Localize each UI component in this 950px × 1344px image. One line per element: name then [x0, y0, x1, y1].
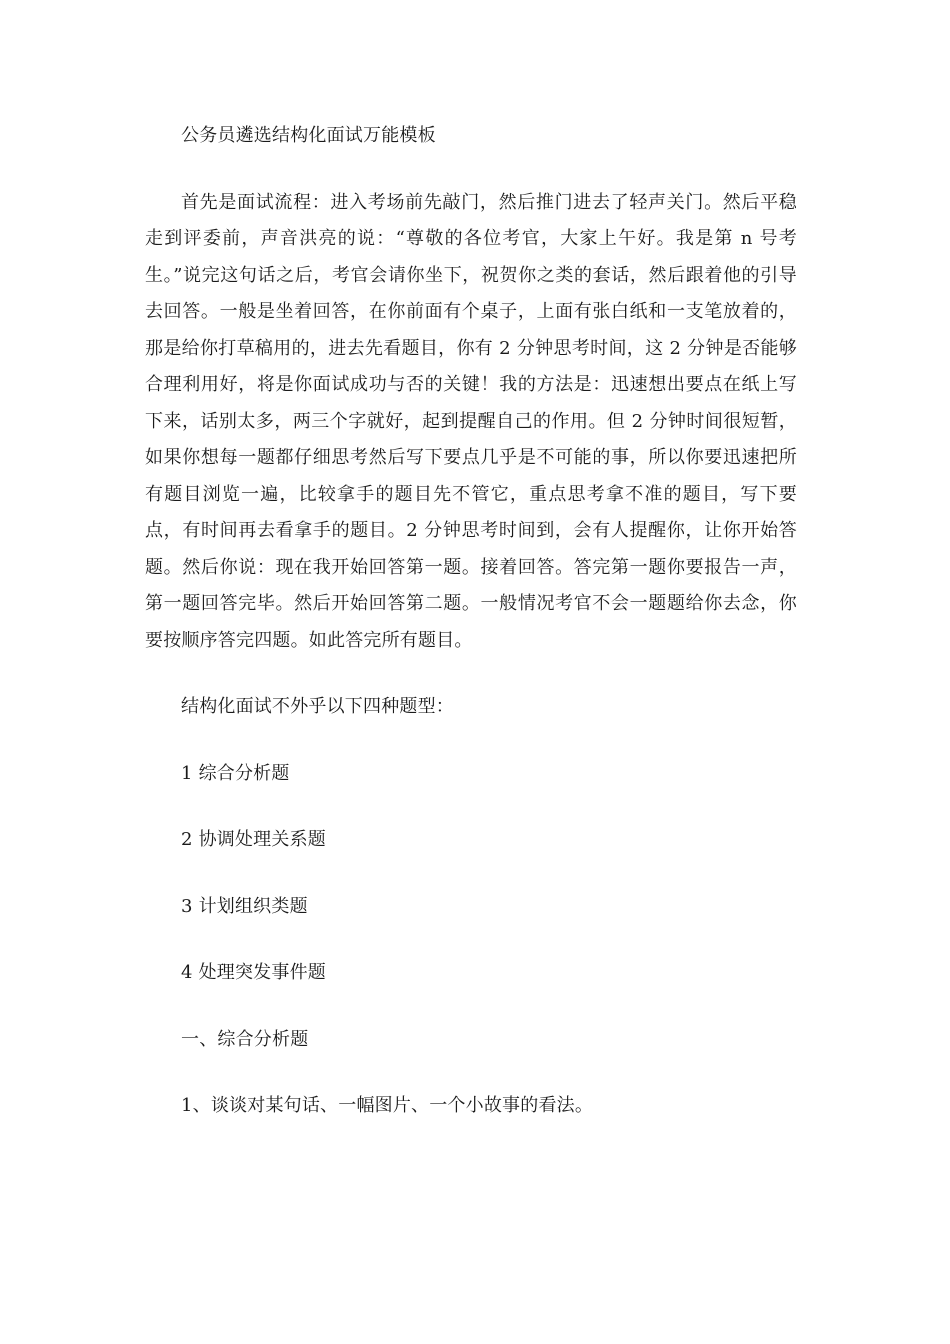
document-page	[145, 118, 797, 1125]
question-type-item: 1 综合分析题	[181, 762, 290, 784]
section-heading: 一、综合分析题	[181, 1028, 309, 1050]
question-type-item: 4 处理突发事件题	[181, 962, 326, 983]
section-item: 1、谈谈对某句话、一幅图片、一个小故事的看法。	[181, 1095, 594, 1116]
question-type-item: 2 协调处理关系题	[181, 829, 326, 850]
question-type-item: 3 计划组织类题	[181, 895, 308, 917]
body-paragraph: 首先是面试流程：进入考场前先敲门，然后推门进去了轻声关门。然后平稳走到评委前，声音洪亮的说：“尊敬的各位考官，大家上午好。我是第 n 号考生。”说完这句话之后，考官会请你坐下，祝贺你之类的套话，然后跟着他的引导去回答。一般是坐着回答，在你前面有个桌子，上面有张白纸和一支笔放着的，那是给你打草稿用的，进去先看题目，你有 2 分钟思考时间，这 2 分钟是否能够合理利用好，将是你面试成功与否的关键！我的方法是：迅速想出要点在纸上写下来，话别太多，两三个字就好，起到提醒自己的作用。但 2 分钟时间很短暂，如果你想每一题都仔细思考然后写下要点几乎是不可能的事，所以你要迅速把所有题目浏览一遍，比较拿手的题目先不管它，重点思考拿不准的题目，写下要点，有时间再去看拿手的题目。2 分钟思考时间到，会有人提醒你，让你开始答题。然后你说：现在我开始回答第一题。接着回答。答完第一题你要报告一声，第一题回答完毕。然后开始回答第二题。一般情况考官不会一题题给你去念，你要按顺序答完四题。如此答完所有题目。	[145, 191, 797, 651]
question-types-intro: 结构化面试不外乎以下四种题型：	[181, 696, 454, 717]
document-title: 公务员遴选结构化面试万能模板	[181, 125, 436, 146]
